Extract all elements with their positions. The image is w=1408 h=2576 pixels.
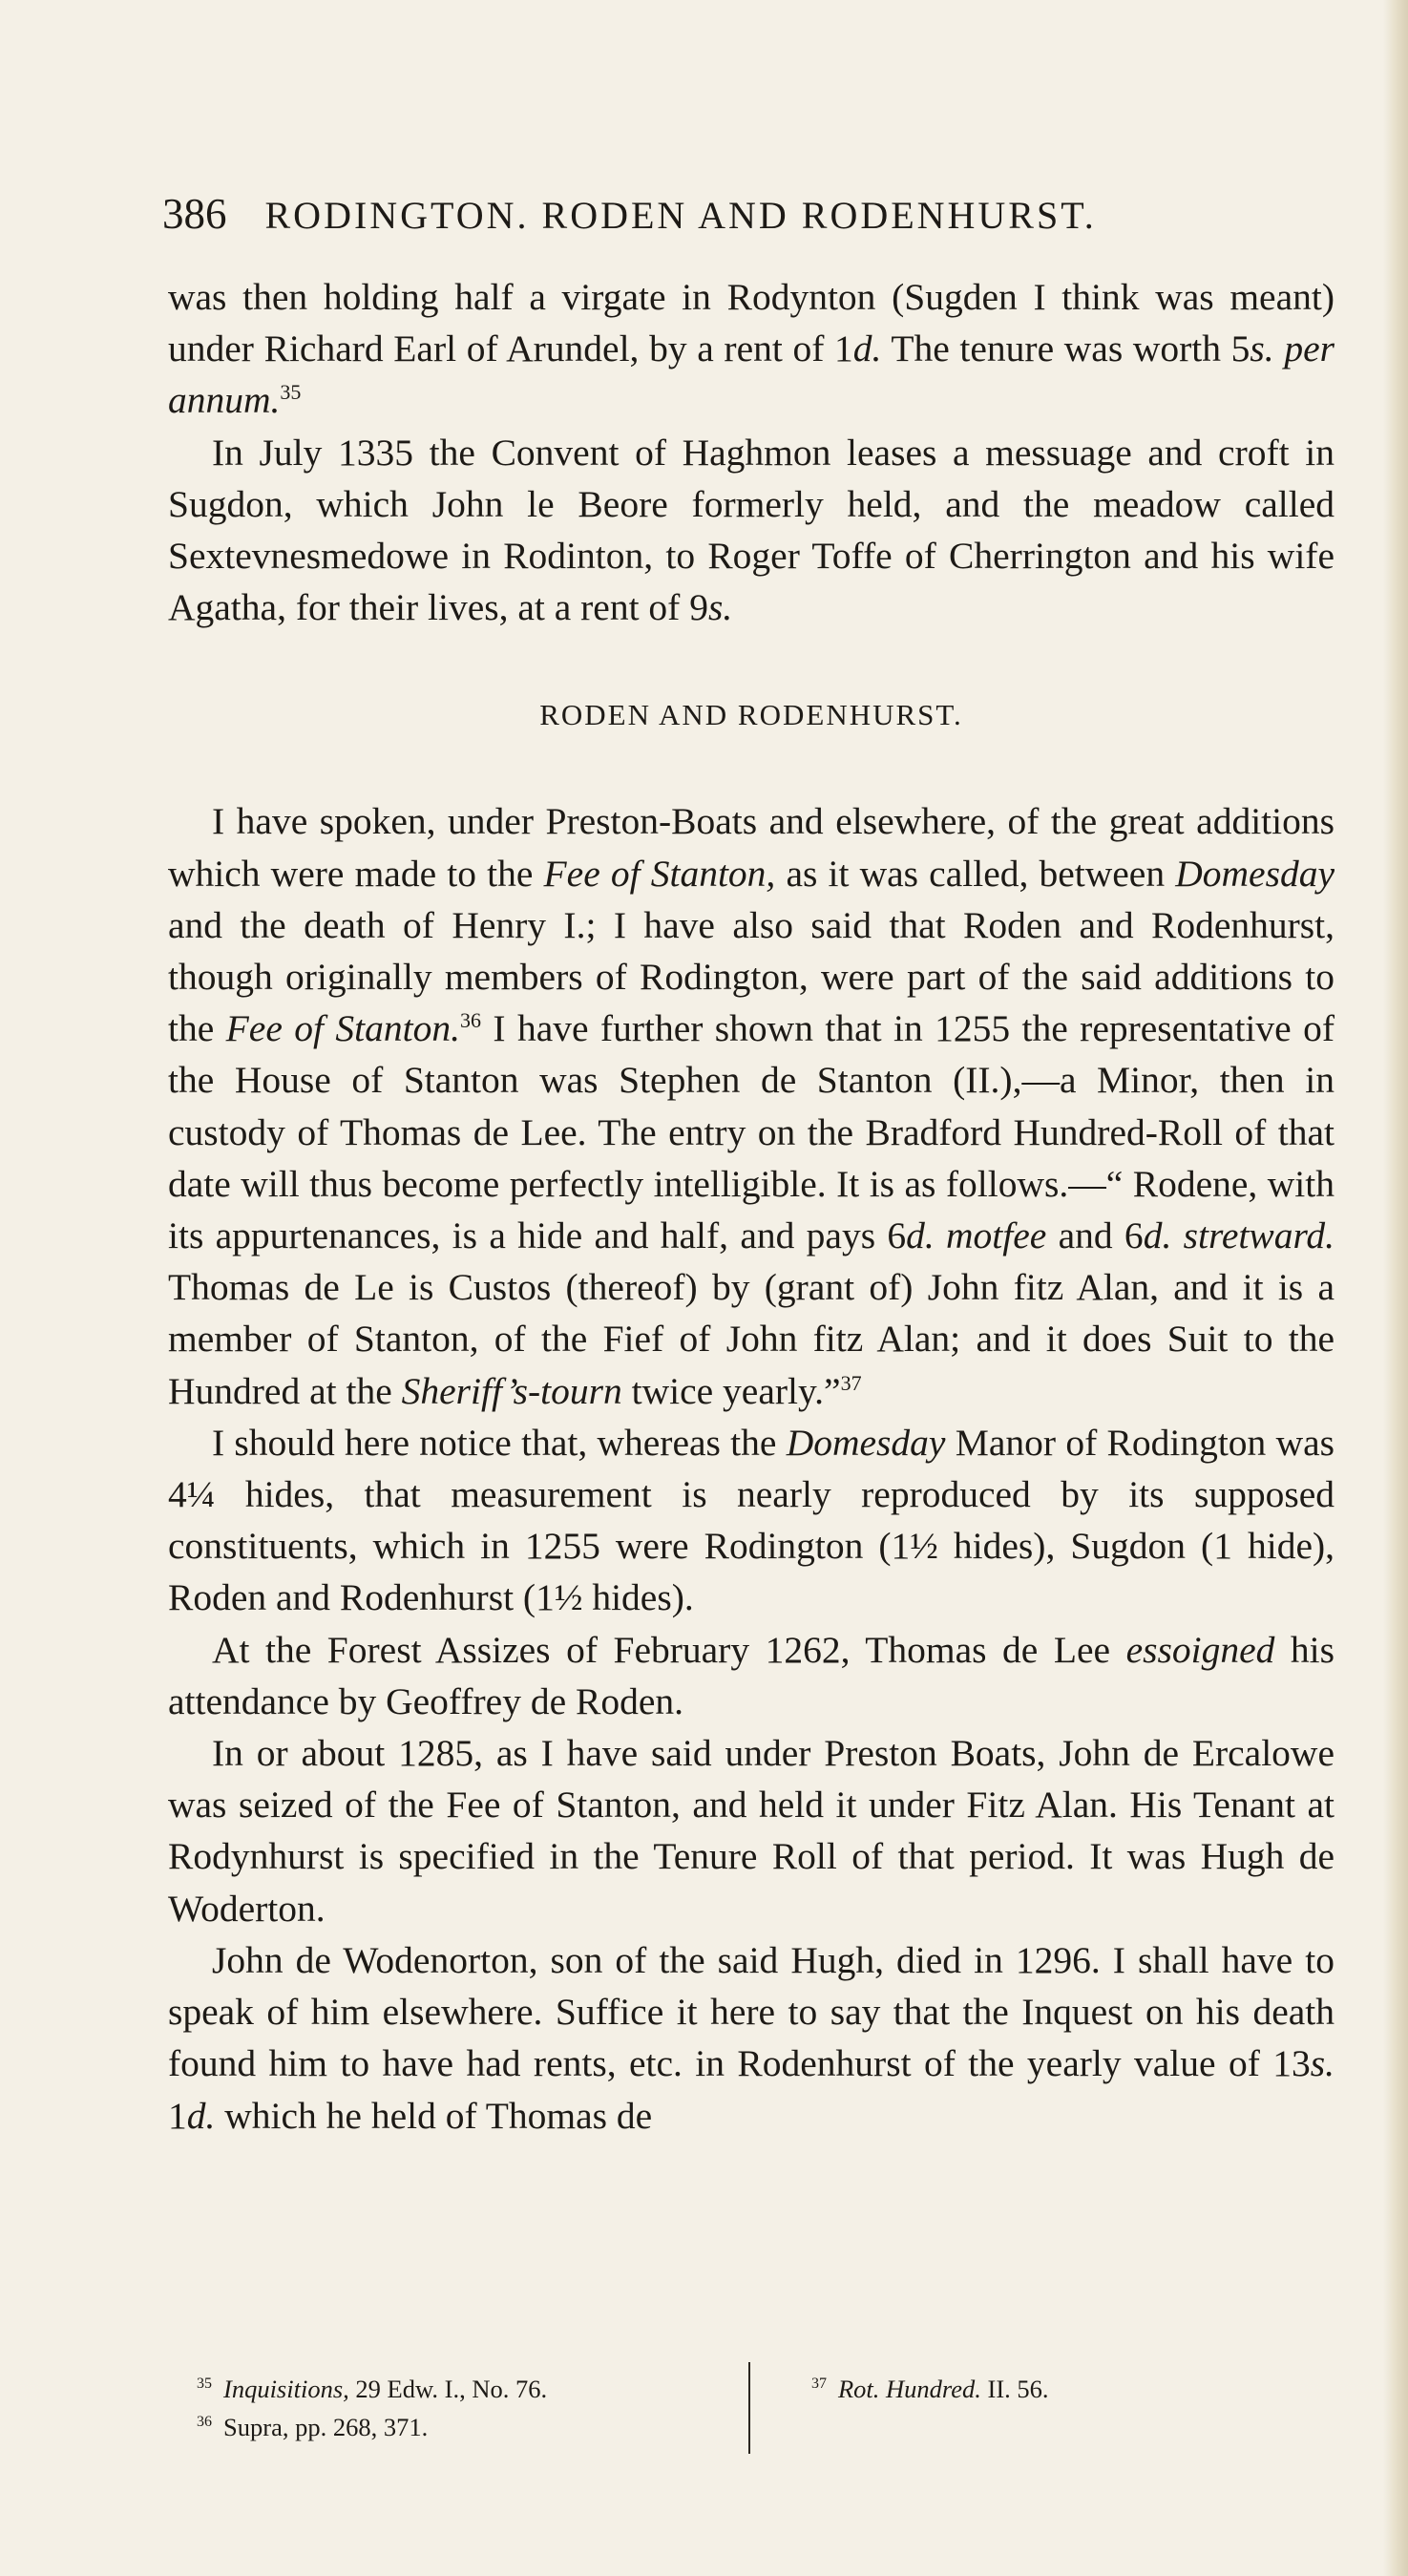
- page-edge-shadow: [1383, 0, 1408, 2576]
- paragraph-domesday-manor: I should here notice that, whereas the Domesday Manor of Rodington was 4¼ hides, that measurement is nearly reproduced by its supposed constituents, which in 1255 were Rodington (1½ hides), Sugdon (1 hide), Roden and Rodenhurst (1½ hides).: [168, 1421, 1335, 1619]
- main-text: [168, 271, 1334, 2142]
- footnotes-left: [197, 2370, 547, 2446]
- running-title: RODINGTON. RODEN AND RODENHURST.: [264, 194, 1097, 237]
- paragraph-wodenorton: John de Wodenorton, son of the said Hugh, died in 1296. I shall have to speak of him elsewhere. Suffice it here to say that the Inquest on his death found him to have had rents, etc. in Rodenhurst of the yearly value of 13s. 1d. which he held of Thomas de: [168, 1938, 1334, 2137]
- section-heading: RODEN AND RODENHURST.: [539, 698, 963, 732]
- paragraph-haghmon-lease: In July 1335 the Convent of Haghmon leases a messuage and croft in Sugdon, which John le Beore formerly held, and the meadow called Sextevnesmedowe in Rodinton, to Roger Toffe of Cherrington and his wife Agatha, for their lives, at a rent of 9s.: [168, 431, 1334, 629]
- footnote-36: $^{36}$ Supra, pp. 268, 371.: [197, 2413, 429, 2441]
- running-header: [162, 185, 1298, 243]
- footnote-ref-35[interactable]: 35: [280, 380, 302, 405]
- footnote-35: $^{35}$ Inquisitions, 29 Edw. I., No. 76.: [197, 2375, 548, 2403]
- paragraph-fee-of-stanton: I have spoken, under Preston-Boats and elsewhere, of the great additions which were made to the Fee of Stanton, as it was called, between Domesday and the death of Henry I.; I have also said that Roden and Rodenhurst, though originally members of Rodington, were part of the said additions to the Fee of Stanton.$^{36}$ I have further shown that in 1255 the representative of the House of Stanton was Stephen de Stanton (II.),—a Minor, then in custody of Thomas de Lee. The entry on the Bradford Hundred-Roll of that date will thus become perfectly intelligible. It is as follows.—“ Rodene, with its appurtenances, is a hide and half, and pays 6d. motfee and 6d. stretward. Thomas de Le is Custos (thereof) by (grant of) John fitz Alan, and it is a member of Stanton, of the Fief of John fitz Alan; and it does Suit to the Hundred at the Sheriff’s-tourn twice yearly.”$^{37}$: [168, 800, 1334, 1412]
- footnote-divider: [748, 2362, 750, 2454]
- footnote-ref-36[interactable]: 36: [459, 1008, 481, 1033]
- paragraph-continuation: was then holding half a virgate in Rodynton (Sugden I think was meant) under Richard Earl of Arundel, by a rent of 1d. The tenure was worth 5s. per annum.$^{35}$: [168, 276, 1334, 422]
- footnotes-right: [811, 2370, 1049, 2408]
- paragraph-ercalowe: In or about 1285, as I have said under Preston Boats, John de Ercalowe was seized of the Fee of Stanton, and held it under Fitz Alan. His Tenant at Rodynhurst is specified in the Tenure Roll of that period. It was Hugh de Woderton.: [168, 1732, 1334, 1930]
- footnote-ref-37[interactable]: 37: [840, 1370, 862, 1395]
- page-number: 386: [162, 190, 227, 238]
- paragraph-forest-assizes: At the Forest Assizes of February 1262, Thomas de Lee essoigned his attendance by Geoffrey de Roden.: [168, 1628, 1334, 1722]
- footnote-37: $^{37}$ Rot. Hundred. II. 56.: [811, 2375, 1049, 2403]
